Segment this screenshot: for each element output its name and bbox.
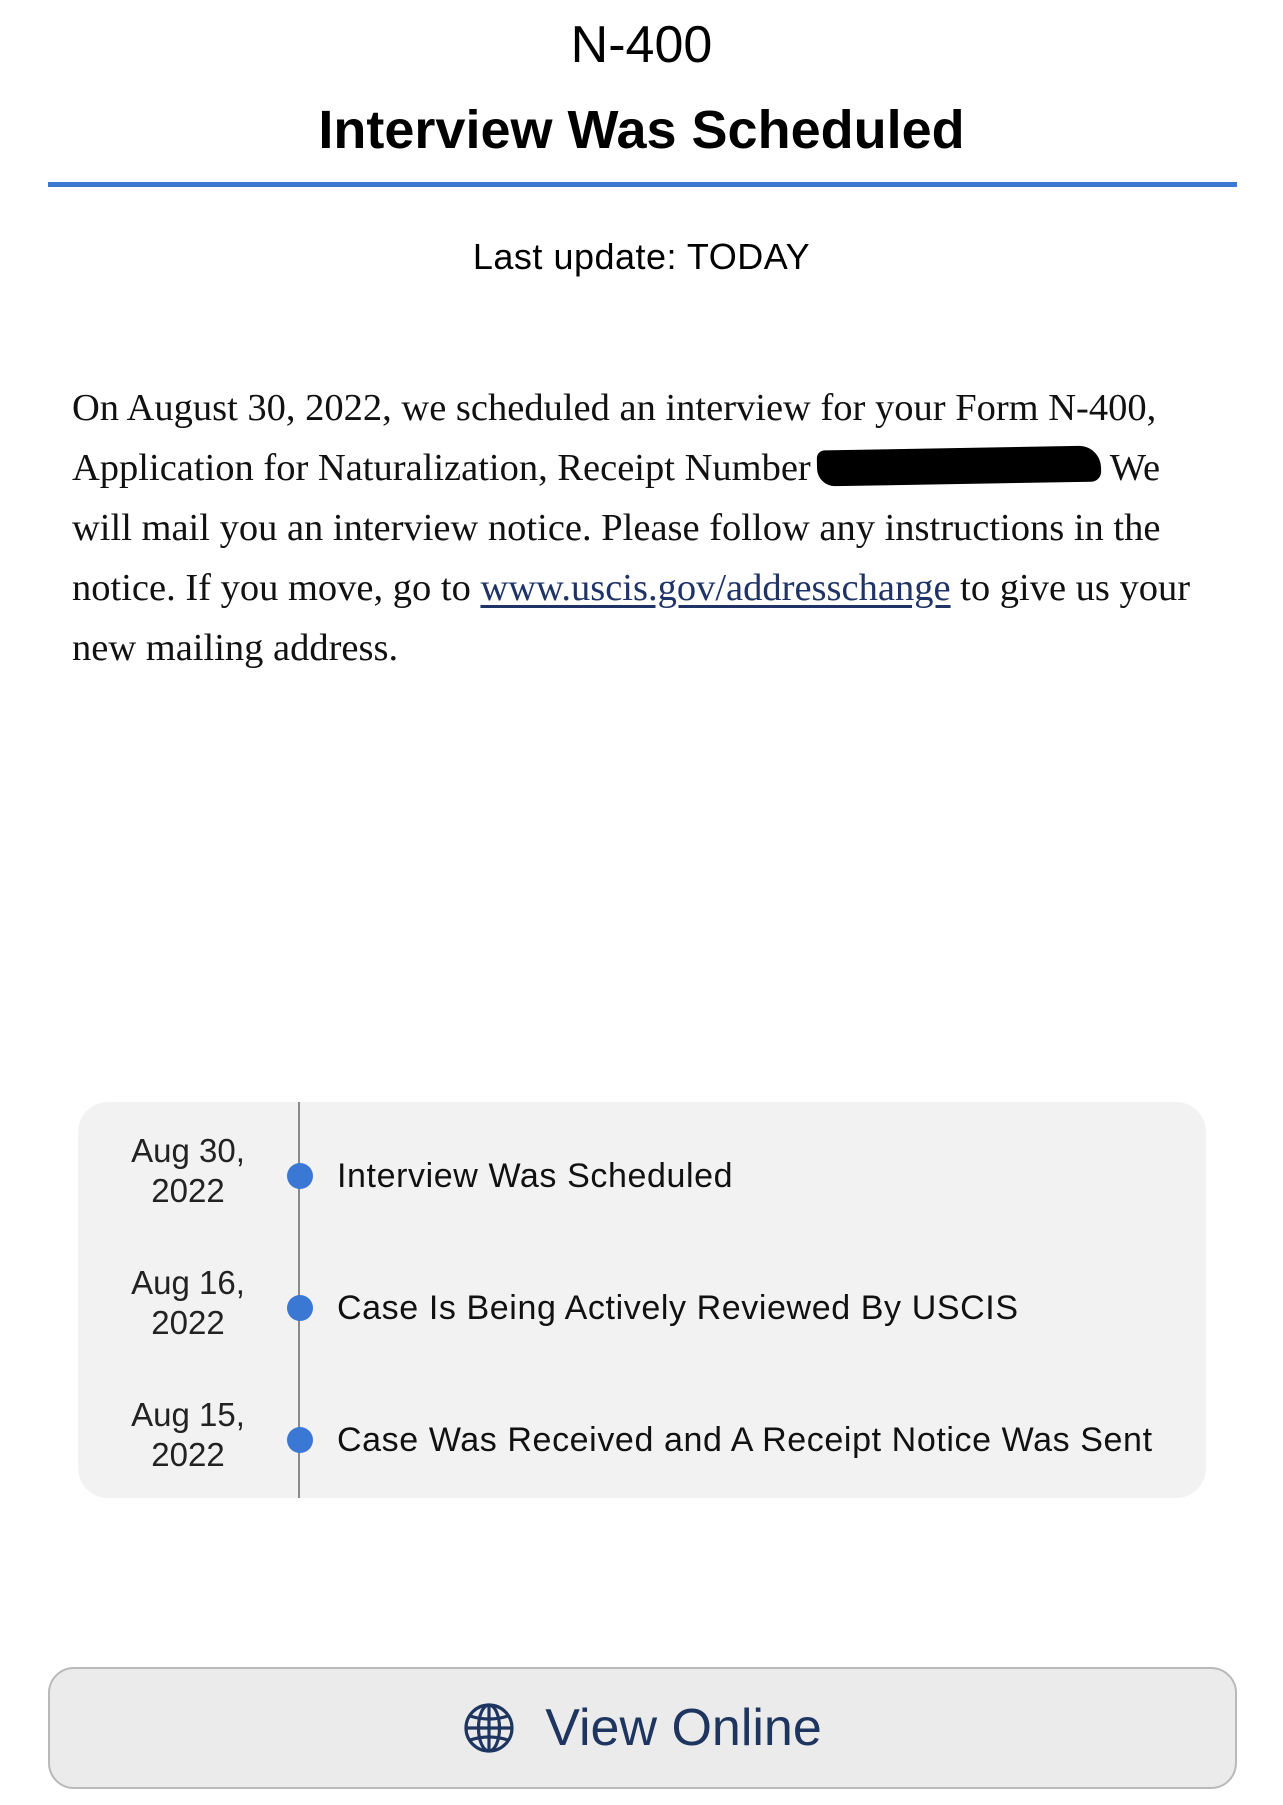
timeline-label: Interview Was Scheduled xyxy=(337,1157,734,1195)
timeline-item xyxy=(78,1395,1206,1485)
address-change-link[interactable]: www.uscis.gov/addresschange xyxy=(480,567,951,609)
timeline-item xyxy=(78,1263,1206,1353)
description-text-1: On August 30, 2022, we scheduled an interview for your Form N-400, Application for Naturalization, Receipt Number xyxy=(72,387,1157,489)
timeline-dot xyxy=(287,1163,313,1189)
timeline-label: Case Is Being Actively Reviewed By USCIS xyxy=(337,1289,1019,1327)
last-update-text: Last update: TODAY xyxy=(472,236,811,277)
case-status-description xyxy=(72,378,1222,678)
globe-icon xyxy=(463,1702,515,1754)
timeline-date-line2: 2022 xyxy=(151,1304,225,1341)
timeline-date xyxy=(108,1395,268,1475)
timeline-dot xyxy=(287,1295,313,1321)
header-divider xyxy=(48,182,1237,187)
description-text-2: We will mail you an interview notice. Please follow any instructions in the notice. If you move, go to xyxy=(72,447,1161,609)
view-online-label: View Online xyxy=(545,1699,822,1757)
description-text-3: to give us your new mailing address. xyxy=(72,567,1191,669)
timeline-date-line1: Aug 15, xyxy=(131,1396,245,1433)
timeline-date-line1: Aug 30, xyxy=(131,1132,245,1169)
redacted-receipt-number xyxy=(816,446,1101,487)
timeline-date-line1: Aug 16, xyxy=(131,1264,245,1301)
form-id: N-400 xyxy=(570,16,713,74)
timeline-date-line2: 2022 xyxy=(151,1436,225,1473)
page-title: Interview Was Scheduled xyxy=(318,100,965,160)
timeline-item xyxy=(78,1131,1206,1221)
timeline-date xyxy=(108,1263,268,1343)
timeline-date xyxy=(108,1131,268,1211)
timeline-label: Case Was Received and A Receipt Notice Was Sent xyxy=(337,1421,1153,1459)
timeline-dot xyxy=(287,1427,313,1453)
timeline-date-line2: 2022 xyxy=(151,1172,225,1209)
view-online-button[interactable] xyxy=(48,1667,1237,1789)
